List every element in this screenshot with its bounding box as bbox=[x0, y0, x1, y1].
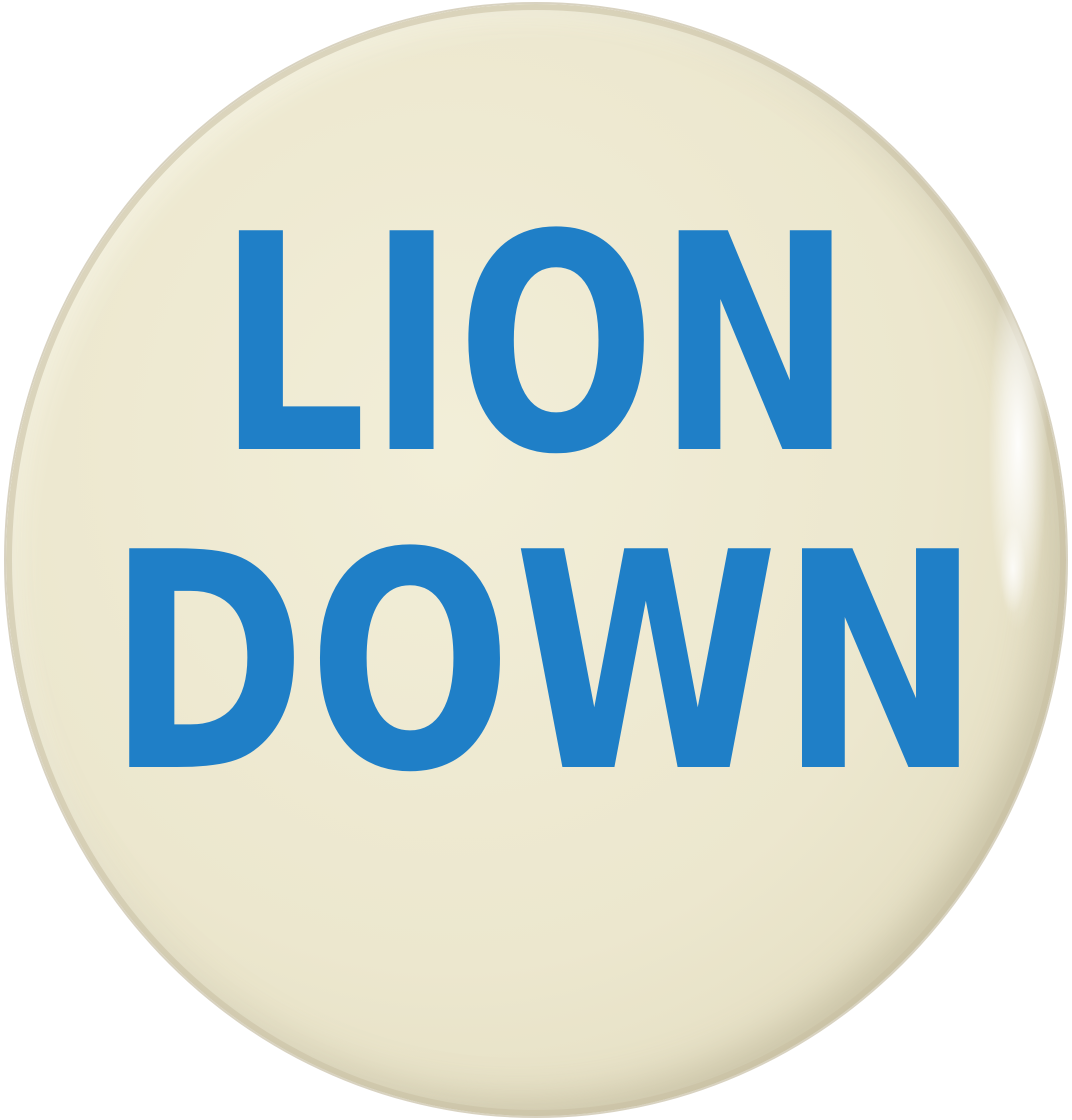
slogan-line-2: DOWN bbox=[107, 489, 983, 838]
slogan-line-1: LION bbox=[217, 171, 855, 520]
light-glare-small bbox=[1000, 524, 1026, 614]
